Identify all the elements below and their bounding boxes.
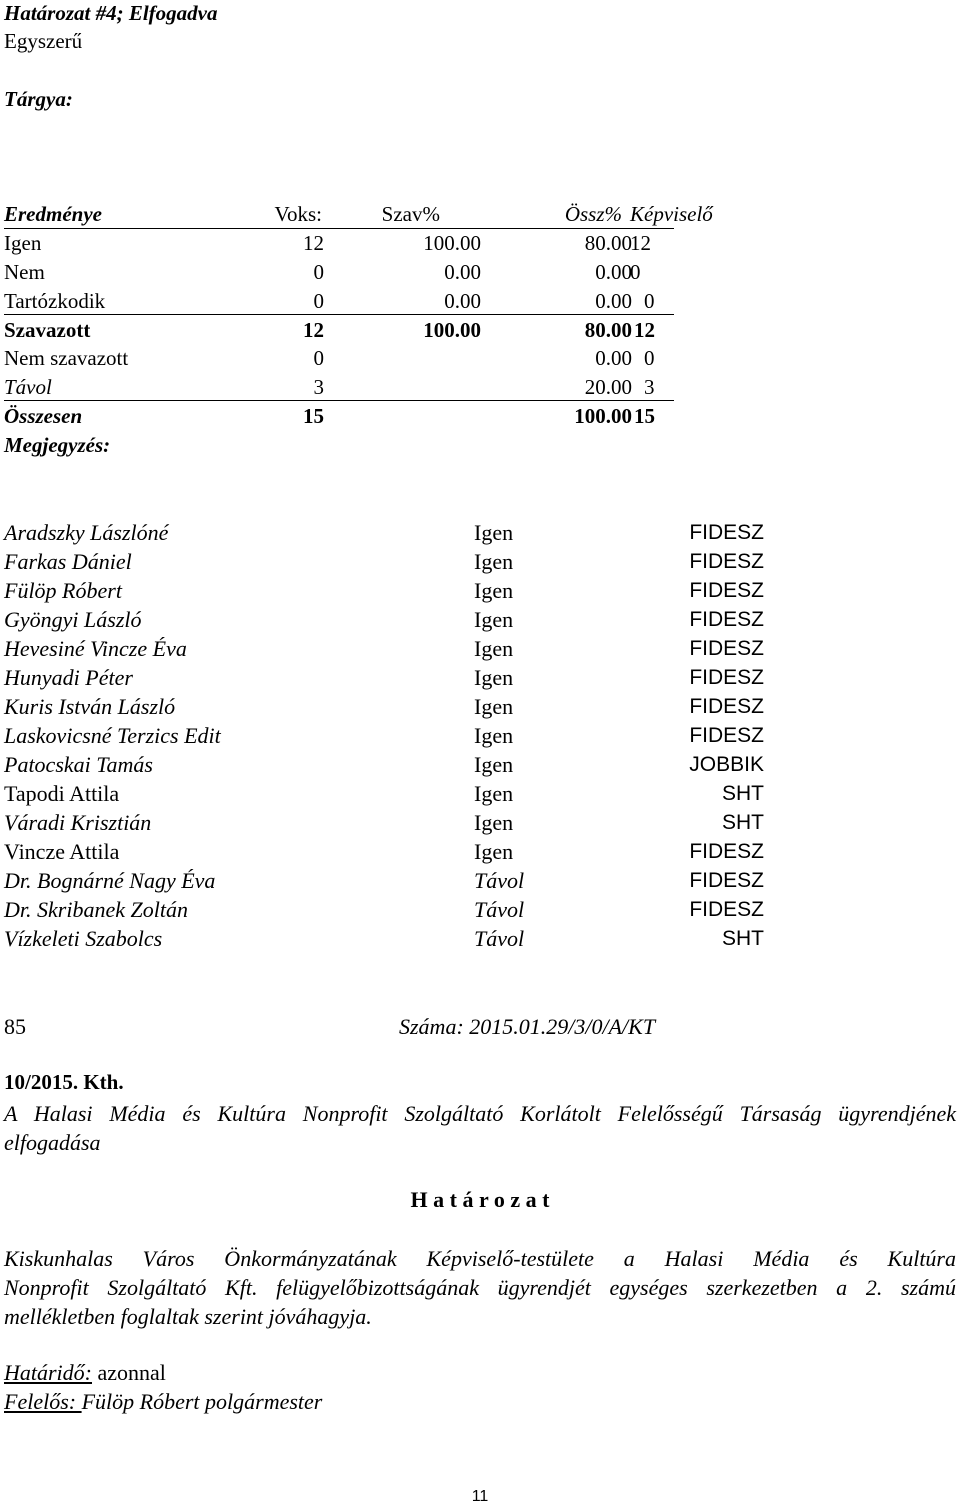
row-ossz: 0.00 xyxy=(595,289,632,313)
row-label: Nem xyxy=(4,260,45,284)
member-vote: Igen xyxy=(474,636,514,661)
deadline-line xyxy=(4,1362,166,1384)
header-voks: Voks: xyxy=(274,202,322,226)
resolution-title: Határozat #4; Elfogadva xyxy=(4,1,218,25)
member-vote: Igen xyxy=(474,665,514,690)
row-underline xyxy=(4,314,674,315)
vote-row xyxy=(4,899,764,925)
results-row-tavol xyxy=(4,377,674,403)
header-kepviselo: Képviselő xyxy=(630,202,713,226)
header-eredmenye: Eredménye xyxy=(4,202,102,226)
member-vote: Igen xyxy=(474,520,514,545)
member-name: Vízkeleti Szabolcs xyxy=(4,926,163,951)
row-szav: 100.00 xyxy=(423,231,481,255)
member-party: FIDESZ xyxy=(689,666,764,689)
resolution-number: 85 xyxy=(4,1014,26,1039)
member-party: SHT xyxy=(722,782,764,805)
vote-row xyxy=(4,812,764,838)
member-party: FIDESZ xyxy=(689,521,764,544)
resolution-body xyxy=(4,1244,956,1331)
row-szav: 100.00 xyxy=(423,318,481,342)
member-name: Hevesiné Vincze Éva xyxy=(4,636,187,661)
row-kep: 12 xyxy=(630,231,651,255)
vote-row xyxy=(4,609,764,635)
resolution-type: Egyszerű xyxy=(4,29,83,53)
member-vote: Igen xyxy=(474,723,514,748)
note-label: Megjegyzés: xyxy=(4,433,111,457)
member-name: Fülöp Róbert xyxy=(4,578,122,603)
vote-row xyxy=(4,928,764,954)
row-ossz: 100.00 xyxy=(574,404,632,428)
vote-row xyxy=(4,522,764,548)
member-vote: Távol xyxy=(474,868,525,893)
row-label: Összesen xyxy=(4,404,83,428)
member-name: Patocskai Tamás xyxy=(4,752,153,777)
member-party: FIDESZ xyxy=(689,695,764,718)
results-header-row xyxy=(4,202,713,230)
member-party: SHT xyxy=(722,811,764,834)
member-vote: Igen xyxy=(474,549,514,574)
row-label: Szavazott xyxy=(4,318,91,342)
results-row-osszesen xyxy=(4,406,674,432)
member-party: FIDESZ xyxy=(689,724,764,747)
member-party: FIDESZ xyxy=(689,898,764,921)
page-number: 11 xyxy=(471,1488,489,1505)
resolution-subject xyxy=(4,1099,956,1157)
results-row-nem xyxy=(4,262,674,288)
row-voks: 0 xyxy=(313,260,324,284)
resolution-id: 10/2015. Kth. xyxy=(4,1070,124,1094)
row-szav: 0.00 xyxy=(444,260,481,284)
row-kep: 0 xyxy=(644,289,655,313)
header-ossz: Össz% xyxy=(564,202,622,226)
member-name: Aradszky Lászlóné xyxy=(4,520,169,545)
row-kep: 12 xyxy=(634,318,655,342)
row-voks: 0 xyxy=(313,289,324,313)
member-name: Vincze Attila xyxy=(4,839,120,864)
resolution-heading: H a t á r o z a t xyxy=(410,1187,550,1212)
subject-line: A Halasi Média és Kultúra Nonprofit Szolgáltató Korlátolt Felelősségű Társaság ügyrendjének xyxy=(4,1101,956,1126)
member-name: Gyöngyi László xyxy=(4,607,142,632)
row-label: Nem szavazott xyxy=(4,346,129,370)
subject-label: Tárgya: xyxy=(4,87,73,111)
vote-row xyxy=(4,870,764,896)
row-ossz: 80.00 xyxy=(584,318,632,342)
subject-line: elfogadása xyxy=(4,1130,101,1155)
row-ossz: 20.00 xyxy=(584,375,632,399)
member-vote: Távol xyxy=(474,926,525,951)
row-voks: 12 xyxy=(303,231,324,255)
member-vote: Igen xyxy=(474,607,514,632)
member-name: Laskovicsné Terzics Edit xyxy=(4,723,221,748)
member-party: JOBBIK xyxy=(689,753,764,776)
row-ossz: 80.00 xyxy=(584,231,632,255)
member-name: Tapodi Attila xyxy=(4,781,120,806)
vote-row xyxy=(4,696,764,722)
member-name: Váradi Krisztián xyxy=(4,810,152,835)
row-label: Igen xyxy=(4,231,42,255)
results-row-tartozkodik xyxy=(4,291,674,317)
vote-row xyxy=(4,754,764,780)
row-underline xyxy=(4,400,674,401)
body-line: Nonprofit Szolgáltató Kft. felügyelőbizottságának ügyrendjét egységes szerkezetben a 2. számú xyxy=(4,1275,956,1300)
results-row-igen xyxy=(4,233,674,259)
row-label: Távol xyxy=(4,375,52,399)
member-name: Farkas Dániel xyxy=(4,549,132,574)
row-kep: 15 xyxy=(634,404,655,428)
row-kep: 0 xyxy=(630,260,641,284)
member-vote: Igen xyxy=(474,810,514,835)
member-party: FIDESZ xyxy=(689,608,764,631)
responsible-value: Fülöp Róbert polgármester xyxy=(81,1389,323,1414)
row-voks: 0 xyxy=(313,346,324,370)
results-row-nem-szavazott xyxy=(4,348,674,374)
vote-row xyxy=(4,783,764,809)
member-name: Hunyadi Péter xyxy=(4,665,133,690)
member-vote: Távol xyxy=(474,897,525,922)
member-party: FIDESZ xyxy=(689,550,764,573)
member-party: FIDESZ xyxy=(689,840,764,863)
member-vote: Igen xyxy=(474,781,514,806)
member-vote: Igen xyxy=(474,752,514,777)
header-underline xyxy=(4,228,674,229)
row-ossz: 0.00 xyxy=(595,346,632,370)
row-label: Tartózkodik xyxy=(4,289,106,313)
vote-row xyxy=(4,725,764,751)
member-name: Dr. Skribanek Zoltán xyxy=(4,897,188,922)
responsible-label: Felelős: xyxy=(4,1389,82,1414)
vote-row xyxy=(4,580,764,606)
member-party: SHT xyxy=(722,927,764,950)
row-kep: 0 xyxy=(644,346,655,370)
member-vote: Igen xyxy=(474,694,514,719)
row-voks: 15 xyxy=(303,404,324,428)
vote-row xyxy=(4,551,764,577)
member-party: FIDESZ xyxy=(689,579,764,602)
member-party: FIDESZ xyxy=(689,869,764,892)
member-vote: Igen xyxy=(474,578,514,603)
results-row-szavazott xyxy=(4,320,674,346)
row-ossz: 0.00 xyxy=(595,260,632,284)
body-line: Kiskunhalas Város Önkormányzatának Képviselő-testülete a Halasi Média és Kultúra xyxy=(4,1246,956,1271)
row-voks: 12 xyxy=(303,318,324,342)
deadline-value: azonnal xyxy=(92,1360,166,1385)
row-kep: 3 xyxy=(644,375,655,399)
vote-row xyxy=(4,667,764,693)
member-vote: Igen xyxy=(474,839,514,864)
vote-row xyxy=(4,841,764,867)
member-party: FIDESZ xyxy=(689,637,764,660)
deadline-label: Határidő: xyxy=(4,1360,92,1385)
responsible-line xyxy=(4,1391,322,1413)
row-voks: 3 xyxy=(313,375,324,399)
header-szav: Szav% xyxy=(381,202,440,226)
member-name: Dr. Bognárné Nagy Éva xyxy=(4,868,216,893)
body-line: mellékletben foglaltak szerint jóváhagyja. xyxy=(4,1304,372,1329)
resolution-reference: Száma: 2015.01.29/3/0/A/KT xyxy=(399,1014,656,1039)
member-name: Kuris István László xyxy=(4,694,176,719)
vote-row xyxy=(4,638,764,664)
row-szav: 0.00 xyxy=(444,289,481,313)
